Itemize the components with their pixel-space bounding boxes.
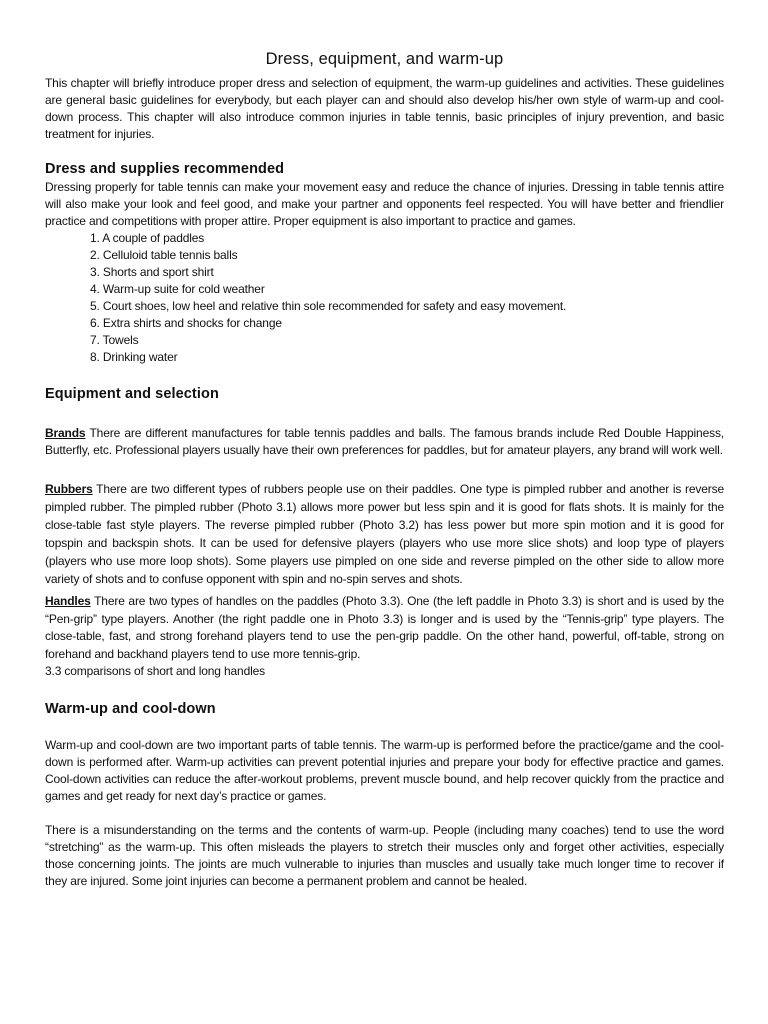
page-title: Dress, equipment, and warm-up (265, 50, 504, 68)
list-item: 4. Warm-up suite for cold weather (90, 282, 265, 296)
handles-text: There are two types of handles on the paddles (Photo 3.3). One (the left paddle in Photo 3.3) is short and is used by the “Pen-grip” type players. Another (the right paddle one in Photo 3.3) is longer and is used by the “Tennis-grip” type players. The close-table, fast, and strong forehand players tend to use the pen-grip paddle. On the other hand, powerful, off-table, strong on forehand and backhand players tend to use more tennis-grip. (45, 594, 724, 661)
warmup-paragraph-1: Warm-up and cool-down are two important parts of table tennis. The warm-up is performed before the practice/game and the cool-down is performed after. Warm-up activities can prevent potential injuries and prepare your body for effective practice and games. Cool-down activities can reduce the after-workout problems, prevent muscle bound, and help recover quickly from the practice and games and get ready for next day’s practice or games. (45, 738, 724, 803)
list-item: 2. Celluloid table tennis balls (90, 248, 238, 262)
list-item: 1. A couple of paddles (90, 231, 205, 245)
warmup-paragraph-2: There is a misunderstanding on the terms and the contents of warm-up. People (including many coaches) tend to use the word “stretching” as the warm-up. This often misleads the players to stretch their muscles only and forget other activities, especially those concerning joints. The joints are much vulnerable to injuries than muscles and usually take much longer time to recover if they are injured. Some joint injuries can become a permanent problem and cannot be healed. (45, 823, 724, 888)
list-item: 3. Shorts and sport shirt (90, 265, 214, 279)
intro-paragraph: This chapter will briefly introduce proper dress and selection of equipment, the warm-up guidelines and activities. These guidelines are general basic guidelines for everybody, but each player can and should also develop his/her own style of warm-up and cool-down process. This chapter will also introduce common injuries in table tennis, basic principles of injury prevention, and basic treatment for injuries. (45, 76, 724, 141)
brands-term: Brands (45, 426, 86, 440)
list-item: 8. Drinking water (90, 350, 178, 364)
brands-paragraph (45, 425, 724, 459)
handles-term: Handles (45, 594, 91, 608)
equipment-heading: Equipment and selection (45, 386, 219, 402)
rubbers-paragraph (45, 480, 724, 588)
list-item: 5. Court shoes, low heel and relative thin sole recommended for safety and easy movement. (90, 299, 567, 313)
supplies-list (45, 230, 724, 366)
brands-text: There are different manufactures for table tennis paddles and balls. The famous brands include Red Double Happiness, Butterfly, etc. Professional players usually have their own preferences for paddles, but for amateur players, any brand will work well. (45, 426, 724, 457)
photo-caption: 3.3 comparisons of short and long handles (45, 664, 265, 678)
rubbers-term: Rubbers (45, 482, 93, 496)
document-page (45, 0, 724, 890)
list-item: 7. Towels (90, 333, 139, 347)
dress-heading: Dress and supplies recommended (45, 161, 285, 177)
handles-paragraph (45, 593, 724, 663)
list-item: 6. Extra shirts and shocks for change (90, 316, 282, 330)
dress-paragraph: Dressing properly for table tennis can make your movement easy and reduce the chance of injuries. Dressing in table tennis attire will also make your look and feel good, and make your partner and opponents feel respected. You will have better and friendlier practice and competitions with proper attire. Proper equipment is also important to practice and games. (45, 180, 724, 228)
rubbers-text: There are two different types of rubbers people use on their paddles. One type is pimpled rubber and another is reverse pimpled rubber. The pimpled rubber (Photo 3.1) allows more power but less spin and it is good for flats shots. It is mainly for the close-table fast style players. The reverse pimpled rubber (Photo 3.2) has less power but more spin motion and it is good for topspin and backspin shots. It can be used for defensive players (players who use more slice shots) and loop type of players (players who use more loop shots). Some players use pimpled on one side and reverse pimpled on the other side to allow more variety of shots and to confuse opponent with spin and no-spin serves and shots. (45, 482, 724, 586)
warmup-heading: Warm-up and cool-down (45, 701, 216, 717)
